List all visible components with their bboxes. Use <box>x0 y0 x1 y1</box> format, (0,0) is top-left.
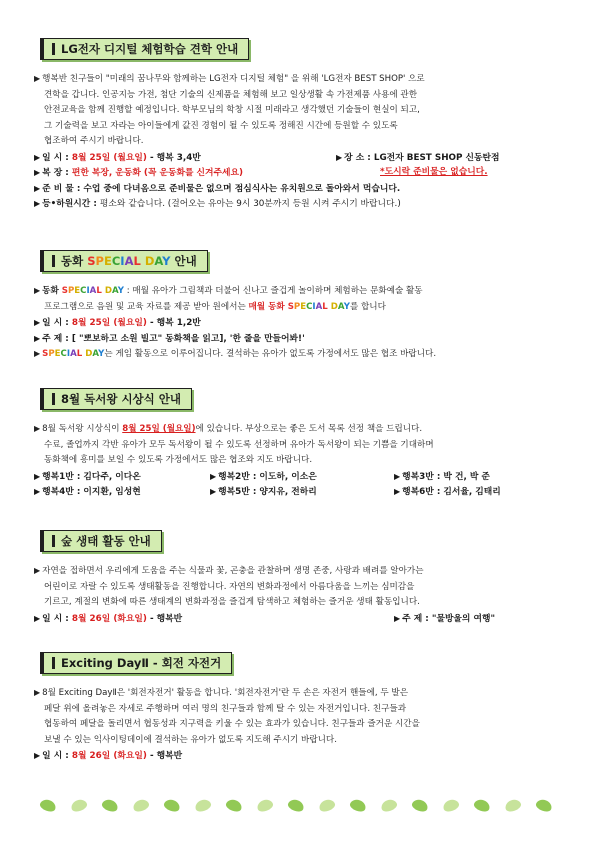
exciting-paragraph <box>34 685 574 748</box>
supplies-row <box>34 181 574 197</box>
rainbow-letter: A <box>89 286 97 296</box>
section-lg-field-trip <box>34 38 574 212</box>
arrow-icon: ▶ <box>34 183 41 193</box>
arrow-icon: ▶ <box>34 168 41 177</box>
section-exciting-day <box>34 652 574 764</box>
date-value: 8월 25일 (월요일) <box>71 152 147 163</box>
clothes-value: 편한 복장, 운동화 (꼭 운동화를 신겨주세요) <box>71 168 244 178</box>
winner-entry: 행복3반 : 박 건, 박 준 <box>402 471 490 482</box>
date-label: 일 시 : <box>42 152 72 163</box>
intro-line: 견학을 갑니다. 인공지능 가전, 첨단 기술의 신제품을 체험해 보고 일상생활 속 가전제품 사용에 관한 <box>44 89 418 100</box>
leaf-icon <box>380 798 399 814</box>
intro-paragraph <box>34 71 574 150</box>
arrow-icon: ▶ <box>34 333 41 343</box>
special-day-paragraph <box>34 283 574 315</box>
exciting-line: 협동하여 페달을 돌리면서 협동성과 지구력을 키울 수 있는 효과가 있습니다. 친구들과 즐거운 시간을 <box>44 719 420 729</box>
rainbow-letter: L <box>76 349 83 359</box>
forest-line: 어린이로 자랄 수 있도록 생태활동을 진행합니다. 자연의 변화과정에서 아름다움을 느끼는 심미감을 <box>44 581 415 592</box>
intro-line: 협조하여 주시기 바랍니다. <box>44 136 144 146</box>
date-row <box>34 315 574 331</box>
special-day-rainbow <box>62 286 124 296</box>
rainbow-letter: I <box>312 301 316 312</box>
special-line: 를 합니다 <box>349 301 386 312</box>
rainbow-letter: P <box>95 254 104 268</box>
arrow-icon: ▶ <box>34 199 41 208</box>
exciting-line: 8월 Exciting DayⅡ은 '회전자전거' 활동을 합니다. '회전자전거'란 두 손은 자전거 핸들에, 두 발은 <box>42 688 409 698</box>
rainbow-letter: Y <box>98 349 105 359</box>
section-title <box>40 652 232 674</box>
rainbow-letter: E <box>54 349 61 359</box>
rainbow-letter: S <box>42 349 49 359</box>
rainbow-letter: P <box>67 286 75 296</box>
rainbow-letter: A <box>111 286 118 296</box>
arrow-icon: ▶ <box>34 751 41 760</box>
section-title <box>40 38 249 60</box>
special-day-rainbow <box>42 349 104 359</box>
arrow-icon: ▶ <box>34 424 41 433</box>
arrow-icon: ▶ <box>210 487 217 496</box>
rainbow-letter: Y <box>343 301 350 312</box>
award-line: 동화책에 흥미를 보일 수 있도록 가정에서도 많은 협조와 지도 바랍니다. <box>44 455 313 465</box>
rainbow-letter: S <box>61 286 68 296</box>
rainbow-letter: D <box>85 349 93 359</box>
lunch-note: *도시락 준비물은 없습니다. <box>380 167 488 177</box>
date-label: 일 시 : <box>42 751 72 761</box>
award-paragraph <box>34 421 574 469</box>
leaf-icon <box>287 798 306 814</box>
leaf-icon <box>163 798 182 814</box>
arrow-icon: ▶ <box>336 152 343 162</box>
rainbow-letter: C <box>80 286 87 296</box>
special-line: 프로그램으로 음원 및 교육 자료를 제공 받아 원에서는 <box>44 301 249 312</box>
note-row <box>34 346 574 363</box>
leaf-icon <box>504 798 523 814</box>
leaf-icon <box>318 798 337 814</box>
rainbow-letter: L <box>133 254 141 268</box>
arrow-icon: ▶ <box>394 613 401 623</box>
date-value: 8월 26일 (화요일) <box>71 751 147 761</box>
place-label: 장 소 : LG전자 BEST SHOP 신동탄점 <box>344 152 500 163</box>
leaf-icon <box>194 798 213 814</box>
rainbow-letter: S <box>87 254 96 268</box>
arrow-icon: ▶ <box>394 487 401 496</box>
leaf-icon <box>225 798 244 814</box>
forest-line: 기르고, 계절의 변화에 따른 생태계의 변화과정을 즐겁게 탐색하고 체험하는 즐거운 생태 활동입니다. <box>44 597 420 607</box>
arrow-icon: ▶ <box>34 688 41 697</box>
arrow-icon: ▶ <box>34 471 41 481</box>
rainbow-letter: E <box>74 286 81 296</box>
rainbow-letter: I <box>86 286 90 296</box>
title-bar-icon <box>52 393 55 405</box>
rainbow-letter: P <box>293 301 301 312</box>
arrow-icon: ▶ <box>394 471 401 481</box>
rainbow-letter: S <box>287 301 294 312</box>
title-bar-icon <box>52 255 55 267</box>
award-line: 에 있습니다. 부상으로는 좋은 도서 목록 선정 책을 드립니다. <box>195 424 423 434</box>
arrow-icon: ▶ <box>34 487 41 496</box>
leaf-border-icon <box>40 795 560 817</box>
arrow-icon: ▶ <box>34 74 41 83</box>
title-text: LG전자 디지털 체험학습 견학 안내 <box>61 42 239 56</box>
exciting-line: 보낼 수 있는 익사이팅데이에 결석하는 유아가 없도록 지도해 주시기 바랍니다. <box>44 734 337 745</box>
rainbow-letter: C <box>111 254 121 268</box>
intro-line: 안전교육을 함께 진행할 예정입니다. 학부모님의 학창 시절 미래라고 생각했던 기술들이 현실이 되고, <box>44 105 420 115</box>
leaf-icon <box>349 798 368 814</box>
award-line: 수료, 졸업까지 각반 유아가 모두 독서왕이 될 수 있도록 선정하며 유아가 독서왕이 되는 기쁨을 기대하며 <box>44 439 434 450</box>
title-text: 안내 <box>170 254 197 268</box>
rainbow-letter: A <box>92 349 99 359</box>
date-row <box>34 748 574 764</box>
date-rest: - 행복반 <box>146 613 183 624</box>
special-line-lead: 동화 <box>42 286 62 296</box>
winner-entry: 행복5반 : 양지유, 전하리 <box>218 487 317 497</box>
date-rest: - 행복반 <box>146 751 183 761</box>
note-text: 는 게임 활동으로 이루어집니다. 결석하는 유아가 없도록 가정에서도 많은 협조 바랍니다. <box>104 349 437 359</box>
date-rest: - 행복 1,2반 <box>146 318 201 328</box>
rainbow-letter: I <box>120 254 125 268</box>
rainbow-letter: E <box>103 254 112 268</box>
arrow-icon: ▶ <box>34 613 41 623</box>
title-text: 동화 <box>61 254 88 268</box>
rainbow-letter: I <box>66 349 71 359</box>
time-row <box>34 196 574 212</box>
arrow-icon: ▶ <box>34 286 41 295</box>
rainbow-letter: A <box>337 301 344 312</box>
date-label: 일 시 : <box>42 318 72 328</box>
winner-entry: 행복4반 : 이지환, 임성현 <box>42 487 141 497</box>
date-value: 8월 25일 (월요일) <box>71 318 147 328</box>
rainbow-letter: L <box>96 286 102 296</box>
rainbow-letter: L <box>322 301 328 312</box>
rainbow-letter: Y <box>117 286 125 296</box>
leaf-icon <box>70 798 89 814</box>
section-title <box>40 388 192 410</box>
supplies-text: 준 비 물 : 수업 중에 다녀옴으로 준비물은 없으며 점심식사는 유치원으로 돌아와서 먹습니다. <box>42 183 401 194</box>
rainbow-letter: E <box>300 301 307 312</box>
section-forest-ecology <box>34 530 574 626</box>
arrow-icon: ▶ <box>34 152 41 162</box>
date-rest: - 행복 3,4반 <box>146 152 201 163</box>
leaf-icon <box>256 798 275 814</box>
rainbow-letter: D <box>144 254 155 268</box>
intro-line: 행복반 친구들이 "미래의 꿈나무와 함께하는 LG전자 디지털 체험" 을 위해 'LG전자 BEST SHOP' 으로 <box>42 74 425 84</box>
section-special-day <box>34 250 574 363</box>
rainbow-letter: A <box>124 254 134 268</box>
leaf-icon <box>535 798 554 814</box>
winners-row <box>34 469 574 485</box>
title-text: 8월 독서왕 시상식 안내 <box>61 392 181 406</box>
rainbow-letter: D <box>330 301 338 312</box>
award-line: 8월 독서왕 시상식이 <box>42 424 123 434</box>
section-title <box>40 250 208 272</box>
exciting-line: 페달 위에 올려놓은 자세로 주행하며 여러 명의 친구들과 함께 탈 수 있는 자전거입니다. 친구들과 <box>44 703 407 714</box>
leaf-icon <box>442 798 461 814</box>
arrow-icon: ▶ <box>34 566 41 575</box>
special-day-rainbow <box>87 254 170 268</box>
rainbow-letter: C <box>60 349 67 359</box>
arrow-icon: ▶ <box>34 318 41 327</box>
date-row <box>34 150 574 166</box>
special-day-rainbow <box>288 302 350 312</box>
title-text: Exciting DayⅡ - 회전 자전거 <box>61 656 222 670</box>
rainbow-letter: P <box>48 349 55 359</box>
date-value: 8월 26일 (화요일) <box>71 613 147 624</box>
topic-row <box>34 331 574 347</box>
date-row <box>34 611 574 627</box>
topic-text: 주 제 : [ "뽀보하고 소원 빌고" 동화책을 읽고], '한 줄을 만들어봐!' <box>42 333 305 344</box>
section-reading-award <box>34 388 574 500</box>
leaf-icon <box>473 798 492 814</box>
winners-row <box>34 484 574 500</box>
title-bar-icon <box>52 43 55 55</box>
clothes-row <box>34 165 574 181</box>
leaf-icon <box>39 798 58 814</box>
time-label: 등•하원시간 : <box>42 199 100 209</box>
winner-entry: 행복2반 : 이도하, 이소은 <box>218 471 317 482</box>
leaf-icon <box>132 798 151 814</box>
leaf-icon <box>101 798 120 814</box>
rainbow-letter: A <box>315 301 323 312</box>
topic-text: 주 제 : "물방울의 여행" <box>402 613 496 624</box>
arrow-icon: ▶ <box>210 471 217 481</box>
winner-entry: 행복6반 : 김서율, 김태리 <box>402 487 501 497</box>
title-text: 숲 생태 활동 안내 <box>61 534 151 548</box>
special-line: : 매월 유아가 그림책과 더불어 신나고 즐겁게 놀이하며 체험하는 문화예술 활동 <box>124 286 423 296</box>
clothes-label: 복 장 : <box>42 168 72 178</box>
special-highlight: 매월 동화 <box>248 301 288 312</box>
date-label: 일 시 : <box>42 613 72 624</box>
forest-paragraph <box>34 563 574 611</box>
rainbow-letter: Y <box>162 254 171 268</box>
arrow-icon: ▶ <box>34 349 41 358</box>
rainbow-letter: A <box>70 349 77 359</box>
leaf-icon <box>411 798 430 814</box>
rainbow-letter: A <box>154 254 163 268</box>
winner-entry: 행복1반 : 김다주, 이다온 <box>42 471 141 482</box>
forest-line: 자연을 접하면서 우리에게 도움을 주는 식물과 꽃, 곤충을 관찰하며 생명 존중, 사랑과 배려를 알아가는 <box>42 566 424 576</box>
title-bar-icon <box>52 657 55 669</box>
title-bar-icon <box>52 535 55 547</box>
time-text: 평소와 같습니다. (걸어오는 유아는 9시 30분까지 등원 시켜 주시기 바랍니다.) <box>99 199 401 209</box>
section-title <box>40 530 162 552</box>
rainbow-letter: C <box>306 301 313 312</box>
award-date: 8월 25일 (월요일) <box>122 424 196 434</box>
intro-line: 그 기술력을 보고 자라는 아이들에게 값진 경험이 될 수 있도록 정해진 시간에 등원할 수 있도록 <box>44 120 398 131</box>
rainbow-letter: D <box>104 286 112 296</box>
